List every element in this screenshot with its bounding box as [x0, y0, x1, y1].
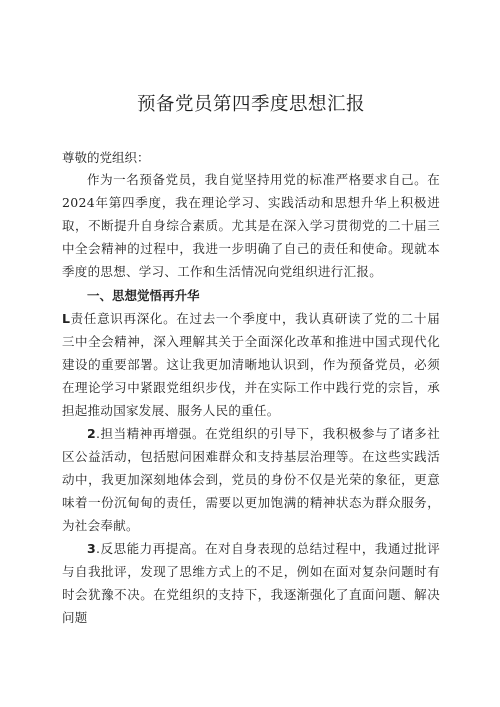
item-paragraph-1 [62, 307, 440, 422]
item-marker-1: L [62, 311, 71, 326]
item-paragraph-3 [62, 537, 440, 629]
item-marker-3: 3 [87, 541, 96, 556]
item-paragraph-2 [62, 422, 440, 537]
item-text-2: .担当精神再增强。在党组织的引导下，我积极参与了诸多社区公益活动，包括慰问困难群众和支持基层治理等。在这些实践活动中，我更加深刻地体会到，党员的身份不仅是光荣的象征，更意味着一份沉甸甸的责任，需要以更加饱满的精神状态为群众服务，为社会奉献。 [62, 426, 440, 533]
section-heading-1: 一、思想觉悟再升华 [87, 288, 200, 303]
item-text-1: 责任意识再深化。在过去一个季度中，我认真研读了党的二十届三中全会精神，深入理解其关于全面深化改革和推进中国式现代化建设的重要部署。这让我更加清晰地认识到，作为预备党员，必须在理论学习中紧跟党组织步伐，并在实际工作中践行党的宗旨，承担起推动国家发展、服务人民的重任。 [62, 311, 440, 418]
salutation: 尊敬的党组织： [62, 150, 150, 165]
intro-paragraph: 作为一名预备党员，我自觉坚持用党的标准严格要求自己。在2024年第四季度，我在理论学习、实践活动和思想升华上积极进取，不断提升自身综合素质。尤其是在深入学习贯彻党的二十届三中全会精神的过程中，我进一步明确了自己的责任和使命。现就本季度的思想、学习、工作和生活情况向党组织进行汇报。 [62, 172, 440, 279]
item-marker-2: 2 [87, 426, 96, 441]
document-title: 预备党员第四季度思想汇报 [136, 94, 365, 115]
item-text-3: .反思能力再提高。在对自身表现的总结过程中，我通过批评与自我批评，发现了思维方式上的不足，例如在面对复杂问题时有时会犹豫不决。在党组织的支持下，我逐渐强化了直面问题、解决问题 [62, 541, 440, 625]
